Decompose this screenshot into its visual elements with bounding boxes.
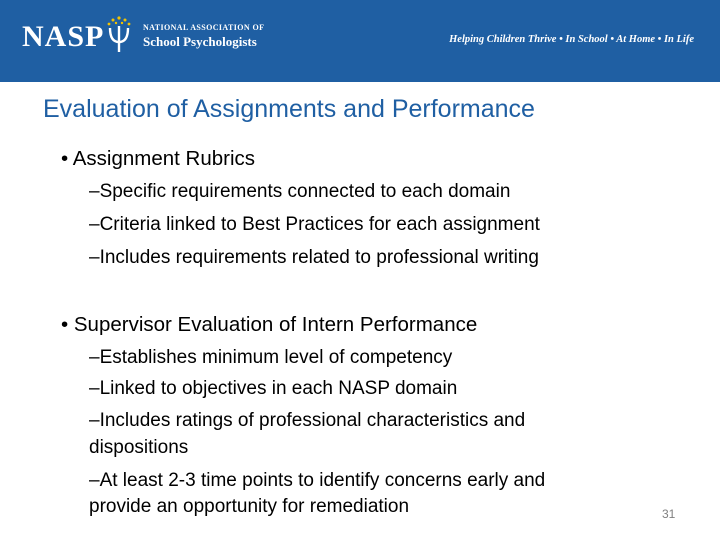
sub-bullet: –Criteria linked to Best Practices for each assignment — [89, 214, 540, 235]
sub-bullet-continuation: dispositions — [89, 437, 189, 458]
sub-bullet-continuation: provide an opportunity for remediation — [89, 496, 410, 517]
org-name-line1: NATIONAL ASSOCIATION OF — [143, 23, 265, 32]
psi-logo-icon — [104, 14, 134, 54]
tagline: Helping Children Thrive • In School • At Home • In Life — [449, 34, 694, 45]
sub-bullet: –Linked to objectives in each NASP domain — [89, 378, 458, 399]
bullet-supervisor-evaluation: • Supervisor Evaluation of Intern Performance — [61, 313, 478, 336]
sub-bullet: –Includes ratings of professional characteristics and — [89, 410, 526, 431]
organization-name — [143, 24, 264, 48]
sub-bullet: –At least 2-3 time points to identify concerns early and — [89, 470, 546, 491]
org-name-line2: School Psychologists — [143, 34, 257, 49]
nasp-logo-text: NASP — [22, 20, 105, 53]
sub-bullet: –Specific requirements connected to each domain — [89, 181, 511, 202]
page-number: 31 — [662, 507, 676, 521]
slide-title: Evaluation of Assignments and Performance — [43, 95, 535, 123]
sub-bullet: –Includes requirements related to professional writing — [89, 247, 539, 268]
bullet-assignment-rubrics: • Assignment Rubrics — [61, 147, 256, 170]
header-banner — [0, 0, 720, 82]
sub-bullet: –Establishes minimum level of competency — [89, 347, 453, 368]
